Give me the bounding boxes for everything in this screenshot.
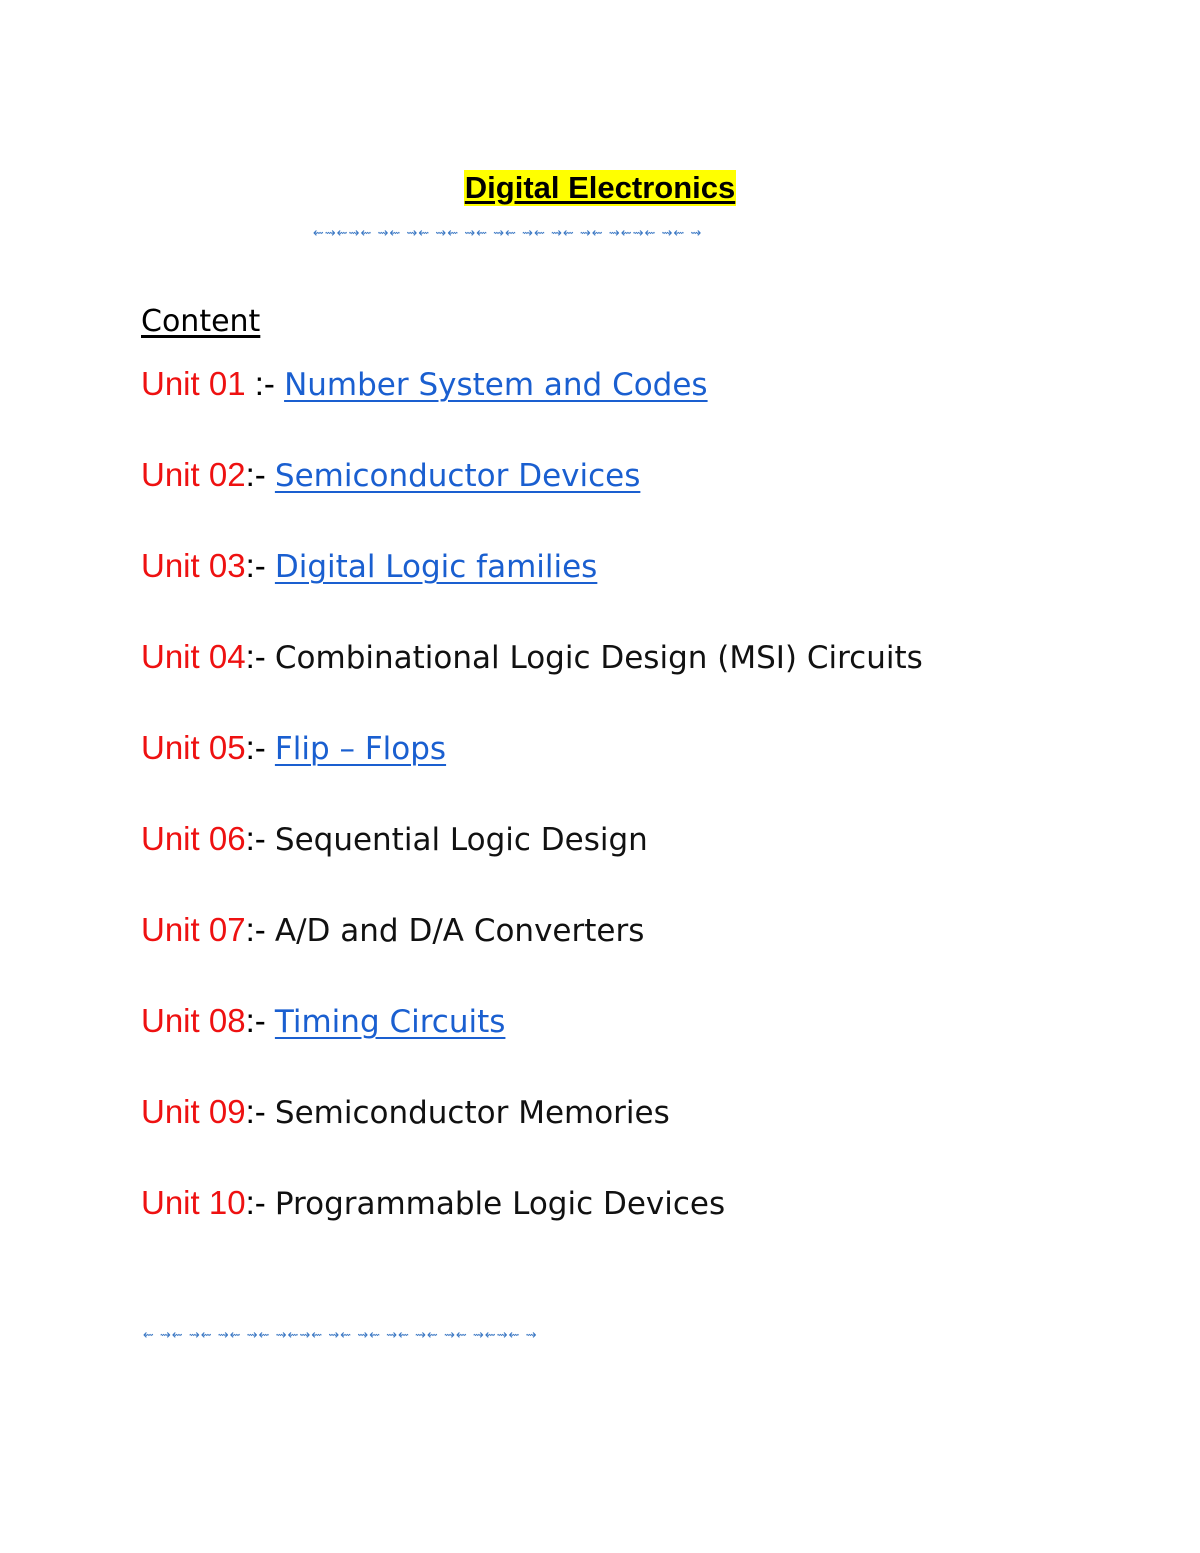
unit-topic-link[interactable]: Semiconductor Devices bbox=[274, 458, 641, 494]
unit-row bbox=[141, 998, 1141, 1089]
unit-topic-text: Sequential Logic Design bbox=[274, 822, 648, 858]
unit-label: Unit 02 bbox=[141, 456, 246, 493]
unit-topic-text: A/D and D/A Converters bbox=[274, 913, 645, 949]
unit-label: Unit 01 bbox=[141, 365, 246, 402]
document-title: Digital Electronics bbox=[464, 170, 736, 205]
unit-label: Unit 03 bbox=[141, 547, 246, 584]
unit-topic-link[interactable]: Number System and Codes bbox=[284, 367, 708, 403]
unit-list bbox=[141, 361, 1141, 1271]
unit-row bbox=[141, 725, 1141, 816]
unit-row bbox=[141, 361, 1141, 452]
unit-label: Unit 08 bbox=[141, 1002, 246, 1039]
unit-separator: :- bbox=[245, 729, 275, 766]
unit-separator: :- bbox=[245, 911, 275, 948]
unit-separator: :- bbox=[245, 638, 275, 675]
unit-separator: :- bbox=[245, 365, 285, 402]
unit-row bbox=[141, 1180, 1141, 1271]
unit-row bbox=[141, 543, 1141, 634]
unit-row bbox=[141, 816, 1141, 907]
unit-topic-link[interactable]: Flip – Flops bbox=[274, 731, 447, 767]
title-container bbox=[0, 170, 1200, 206]
unit-separator: :- bbox=[245, 547, 275, 584]
unit-row bbox=[141, 907, 1141, 998]
unit-separator: :- bbox=[245, 456, 275, 493]
unit-label: Unit 10 bbox=[141, 1184, 246, 1221]
unit-separator: :- bbox=[245, 820, 275, 857]
unit-topic-text: Programmable Logic Devices bbox=[274, 1186, 726, 1222]
unit-label: Unit 07 bbox=[141, 911, 246, 948]
unit-row bbox=[141, 634, 1141, 725]
unit-label: Unit 09 bbox=[141, 1093, 246, 1130]
unit-separator: :- bbox=[245, 1093, 275, 1130]
decorative-divider-bottom: ⇜ ⇝⇜ ⇝⇜ ⇝⇜ ⇝⇜ ⇝⇜⇝⇜ ⇝⇜ ⇝⇜ ⇝⇜ ⇝⇜ ⇝⇜ ⇝⇜⇝⇜ ⇝ bbox=[143, 1328, 538, 1343]
unit-separator: :- bbox=[245, 1184, 275, 1221]
unit-separator: :- bbox=[245, 1002, 275, 1039]
unit-topic-text: Combinational Logic Design (MSI) Circuits bbox=[274, 640, 923, 676]
unit-row bbox=[141, 452, 1141, 543]
unit-topic-link[interactable]: Timing Circuits bbox=[274, 1004, 506, 1040]
decorative-divider-top: ⇜⇝⇜⇝⇜ ⇝⇜ ⇝⇜ ⇝⇜ ⇝⇜ ⇝⇜ ⇝⇜ ⇝⇜ ⇝⇜ ⇝⇜⇝⇜ ⇝⇜ ⇝ bbox=[313, 226, 703, 241]
unit-label: Unit 06 bbox=[141, 820, 246, 857]
unit-topic-link[interactable]: Digital Logic families bbox=[274, 549, 598, 585]
unit-row bbox=[141, 1089, 1141, 1180]
unit-label: Unit 05 bbox=[141, 729, 246, 766]
unit-label: Unit 04 bbox=[141, 638, 246, 675]
unit-topic-text: Semiconductor Memories bbox=[274, 1095, 670, 1131]
content-heading: Content bbox=[141, 304, 261, 339]
